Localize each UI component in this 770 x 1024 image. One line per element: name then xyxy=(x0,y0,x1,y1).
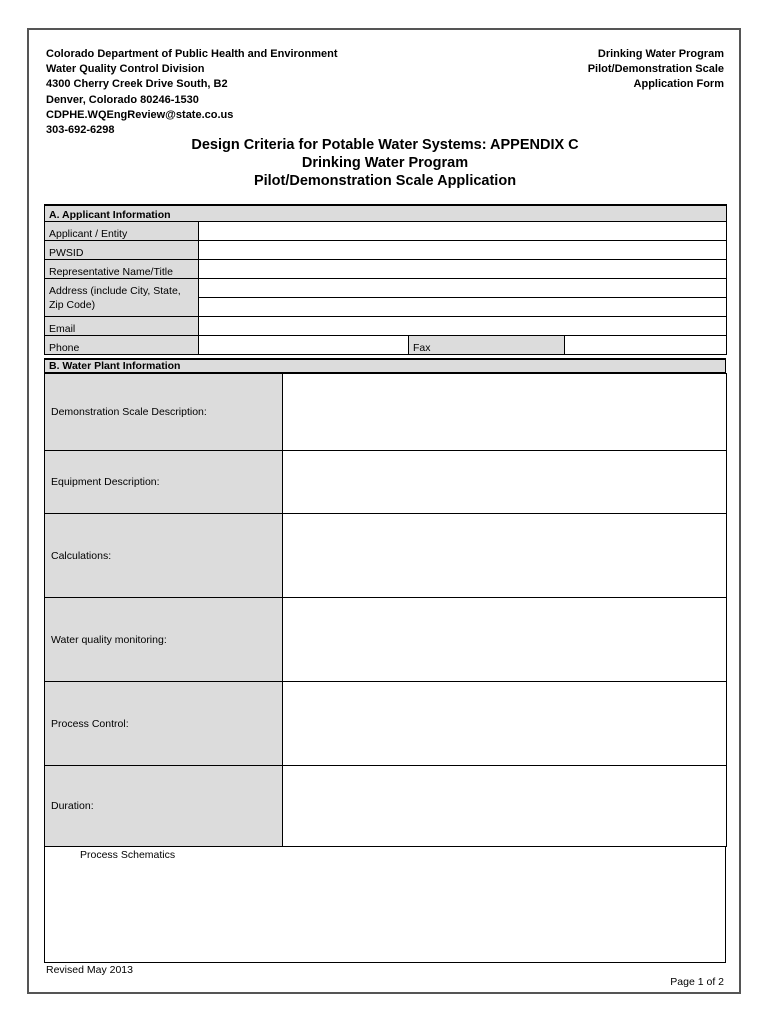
process-control-label: Process Control: xyxy=(45,682,283,766)
city-address: Denver, Colorado 80246-1530 xyxy=(46,93,199,106)
address-field-line-2[interactable] xyxy=(199,298,727,317)
revision-note: Revised May 2013 xyxy=(46,964,133,976)
calculations-field[interactable] xyxy=(283,514,727,598)
process-schematics-area[interactable] xyxy=(44,846,726,963)
water-quality-monitoring-field[interactable] xyxy=(283,598,727,682)
fax-label: Fax xyxy=(409,336,565,355)
water-quality-monitoring-label: Water quality monitoring: xyxy=(45,598,283,682)
scale-name: Pilot/Demonstration Scale xyxy=(587,63,724,76)
section-b-heading: B. Water Plant Information xyxy=(44,358,726,373)
applicant-field[interactable] xyxy=(199,222,727,241)
title-line-3: Pilot/Demonstration Scale Application xyxy=(253,173,517,189)
pwsid-label: PWSID xyxy=(45,241,199,260)
title-line-2: Drinking Water Program xyxy=(301,155,469,171)
agency-name: Colorado Department of Public Health and Environment xyxy=(46,48,338,60)
agency-address-block xyxy=(46,47,338,138)
process-schematics-label: Process Schematics xyxy=(80,849,176,861)
demonstration-description-field[interactable] xyxy=(283,374,727,451)
equipment-description-label: Equipment Description: xyxy=(45,451,283,514)
contact-email: CDPHE.WQEngReview@state.co.us xyxy=(46,108,234,121)
program-block xyxy=(588,47,724,93)
fax-field[interactable] xyxy=(565,336,727,355)
title-line-1: Design Criteria for Potable Water Systems: APPENDIX C xyxy=(191,137,579,153)
water-plant-information-table xyxy=(44,373,727,847)
duration-label: Duration: xyxy=(45,766,283,847)
program-name: Drinking Water Program xyxy=(597,48,724,60)
division-name: Water Quality Control Division xyxy=(46,63,205,76)
calculations-label: Calculations: xyxy=(45,514,283,598)
address-label: Address (include City, State, Zip Code) xyxy=(45,279,199,317)
phone-label: Phone xyxy=(45,336,199,355)
document-title xyxy=(0,136,770,190)
demonstration-description-label: Demonstration Scale Description: xyxy=(45,374,283,451)
applicant-label: Applicant / Entity xyxy=(45,222,199,241)
pwsid-field[interactable] xyxy=(199,241,727,260)
section-a-heading: A. Applicant Information xyxy=(45,205,727,222)
equipment-description-field[interactable] xyxy=(283,451,727,514)
street-address: 4300 Cherry Creek Drive South, B2 xyxy=(46,78,228,91)
email-field[interactable] xyxy=(199,317,727,336)
email-label: Email xyxy=(45,317,199,336)
form-name: Application Form xyxy=(633,78,724,91)
contact-phone: 303-692-6298 xyxy=(46,124,115,137)
process-control-field[interactable] xyxy=(283,682,727,766)
applicant-information-table xyxy=(44,204,727,355)
phone-field[interactable] xyxy=(199,336,409,355)
page-number: Page 1 of 2 xyxy=(670,976,724,988)
address-field-line-1[interactable] xyxy=(199,279,727,298)
representative-label: Representative Name/Title xyxy=(45,260,199,279)
duration-field[interactable] xyxy=(283,766,727,847)
representative-field[interactable] xyxy=(199,260,727,279)
